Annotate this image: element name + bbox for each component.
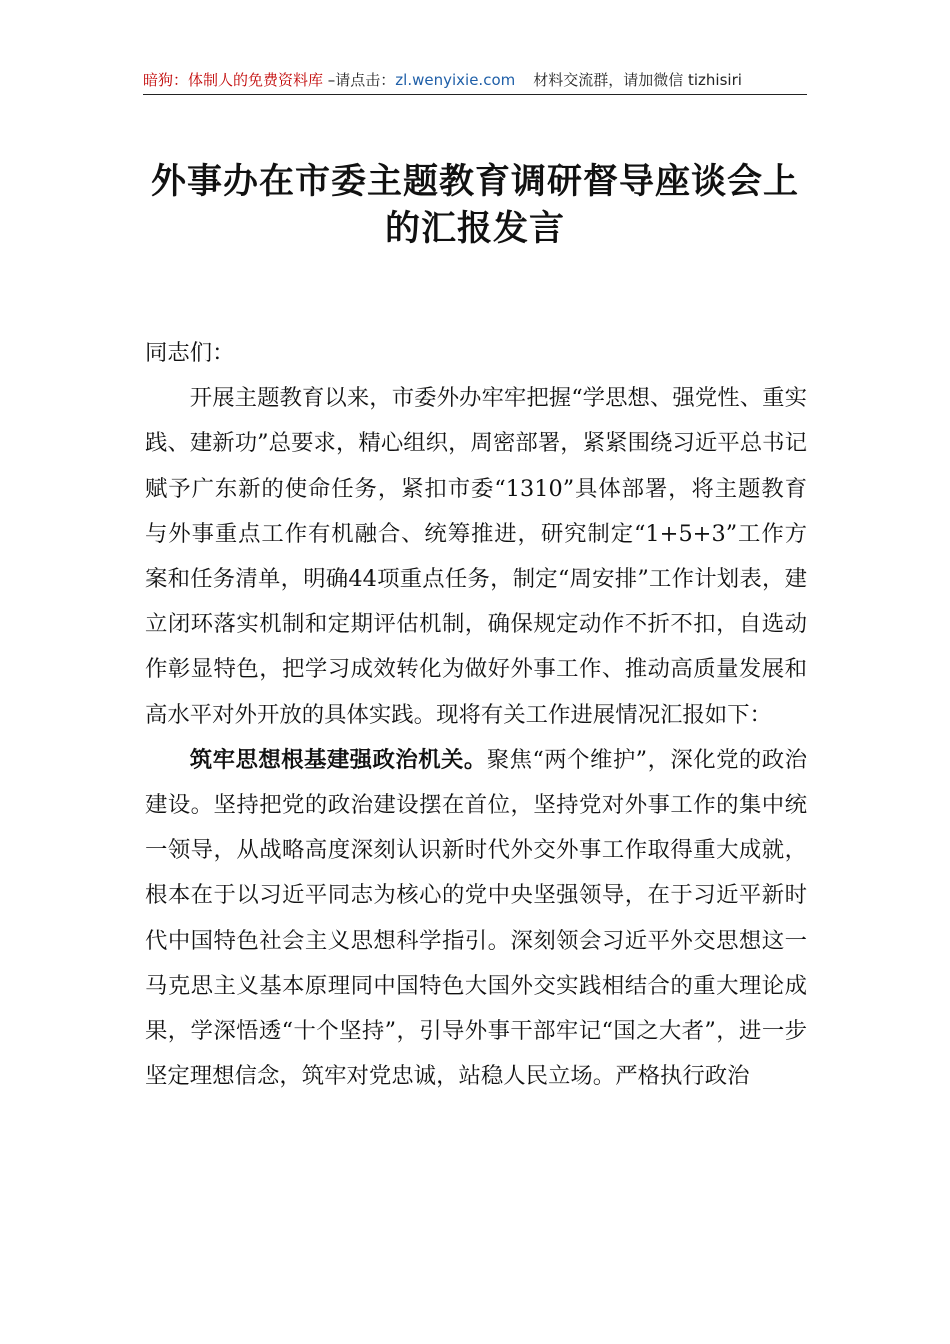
header-brand-link[interactable]: 暗狗：体制人的免费资料库: [143, 71, 324, 89]
header-click-prompt: –请点击：: [323, 71, 396, 89]
header-group-info: 材料交流群，请加微信 tizhisiri: [533, 71, 742, 89]
paragraph-1: 开展主题教育以来，市委外办牢牢把握“学思想、强党性、重实践、建新功”总要求，精心组织，周密部署，紧紧围绕习近平总书记赋予广东新的使命任务，紧扣市委“1310”具体部署，将主题教育与外事重点工作有机融合、统筹推进，研究制定“1+5+3”工作方案和任务清单，明确44项重点任务，制定“周安排”工作计划表，建立闭环落实机制和定期评估机制，确保规定动作不折不扣，自选动作彰显特色，把学习成效转化为做好外事工作、推动高质量发展和高水平对外开放的具体实践。现将有关工作进展情况汇报如下：: [145, 385, 807, 728]
header-url-link[interactable]: zl.wenyixie.com: [395, 71, 516, 89]
paragraph-2-text: 聚焦“两个维护”，深化党的政治建设。坚持把党的政治建设摆在首位，坚持党对外事工作的集中统一领导，从战略高度深刻认识新时代外交外事工作取得重大成就，根本在于以习近平同志为核心的党中央坚强领导，在于习近平新时代中国特色社会主义思想科学指引。深刻领会习近平外交思想这一马克思主义基本原理同中国特色大国外交实践相结合的重大理论成果，学深悟透“十个坚持”，引导外事干部牢记“国之大者”，进一步坚定理想信念，筑牢对党忠诚，站稳人民立场。严格执行政治: [145, 746, 808, 1090]
salutation: 同志们：: [145, 340, 235, 366]
paragraph-2-lead: 筑牢思想根基建强政治机关。: [189, 746, 487, 773]
page-header: [143, 66, 807, 95]
document-title-line-1: 外事办在市委主题教育调研督导座谈会上: [150, 161, 799, 202]
document-title-line-2: 的汇报发言: [384, 208, 565, 249]
document-body: [145, 331, 807, 1099]
paragraph-2: [145, 738, 807, 1100]
